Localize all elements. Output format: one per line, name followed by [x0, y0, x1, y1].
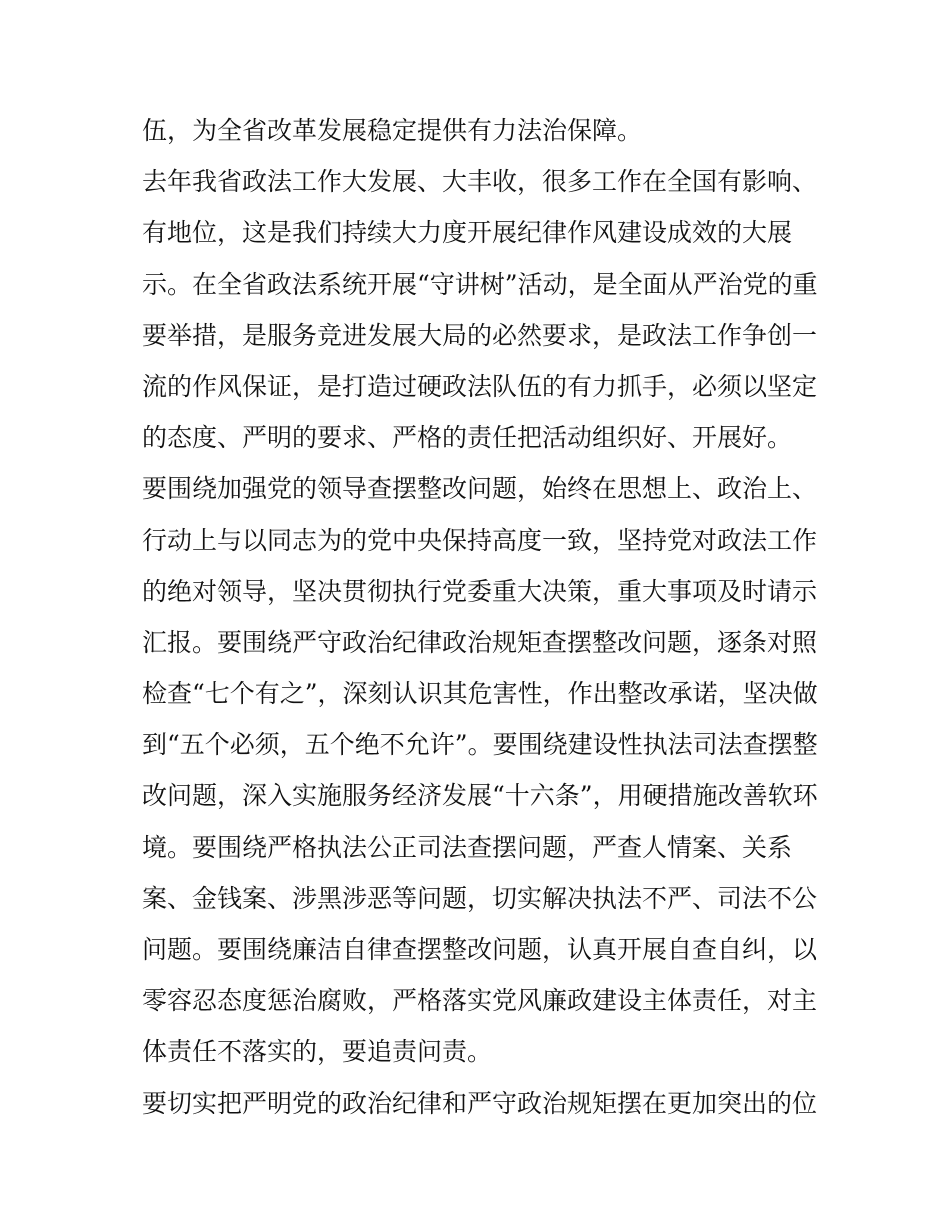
text-line-8: 要围绕加强党的领导查摆整改问题，始终在思想上、政治上、	[142, 474, 818, 504]
text-line-19: 体责任不落实的，要追责问责。	[142, 1037, 493, 1067]
text-line-4: 示。在全省政法系统开展“守讲树”活动，是全面从严治党的重	[142, 269, 818, 299]
text-line-7: 的态度、严明的要求、严格的责任把活动组织好、开展好。	[142, 423, 793, 453]
body-text	[142, 105, 822, 1129]
text-line-16: 案、金钱案、涉黑涉恶等问题，切实解决执法不严、司法不公	[142, 883, 818, 913]
text-line-20: 要切实把严明党的政治纪律和严守政治规矩摆在更加突出的位	[142, 1088, 818, 1118]
text-line-14: 改问题，深入实施服务经济发展“十六条”，用硬措施改善软环	[142, 781, 818, 811]
text-line-10: 的绝对领导，坚决贯彻执行党委重大决策，重大事项及时请示	[142, 576, 818, 606]
text-line-2: 去年我省政法工作大发展、大丰收，很多工作在全国有影响、	[142, 167, 818, 197]
text-line-9: 行动上与以同志为的党中央保持高度一致，坚持党对政法工作	[142, 525, 818, 555]
text-line-5: 要举措，是服务竞进发展大局的必然要求，是政法工作争创一	[142, 320, 818, 350]
text-line-13: 到“五个必须，五个绝不允许”。要围绕建设性执法司法查摆整	[142, 730, 818, 760]
text-line-6: 流的作风保证，是打造过硬政法队伍的有力抓手，必须以坚定	[142, 371, 818, 401]
text-line-15: 境。要围绕严格执法公正司法查摆问题，严查人情案、关系	[142, 832, 793, 862]
text-line-18: 零容忍态度惩治腐败，严格落实党风廉政建设主体责任，对主	[142, 986, 818, 1016]
text-line-11: 汇报。要围绕严守政治纪律政治规矩查摆整改问题，逐条对照	[142, 627, 818, 657]
text-line-1: 伍，为全省改革发展稳定提供有力法治保障。	[142, 116, 643, 145]
text-line-3: 有地位，这是我们持续大力度开展纪律作风建设成效的大展	[142, 218, 793, 248]
text-line-17: 问题。要围绕廉洁自律查摆整改问题，认真开展自查自纠，以	[142, 935, 818, 964]
text-line-12: 检查“七个有之”，深刻认识其危害性，作出整改承诺，坚决做	[142, 679, 818, 709]
